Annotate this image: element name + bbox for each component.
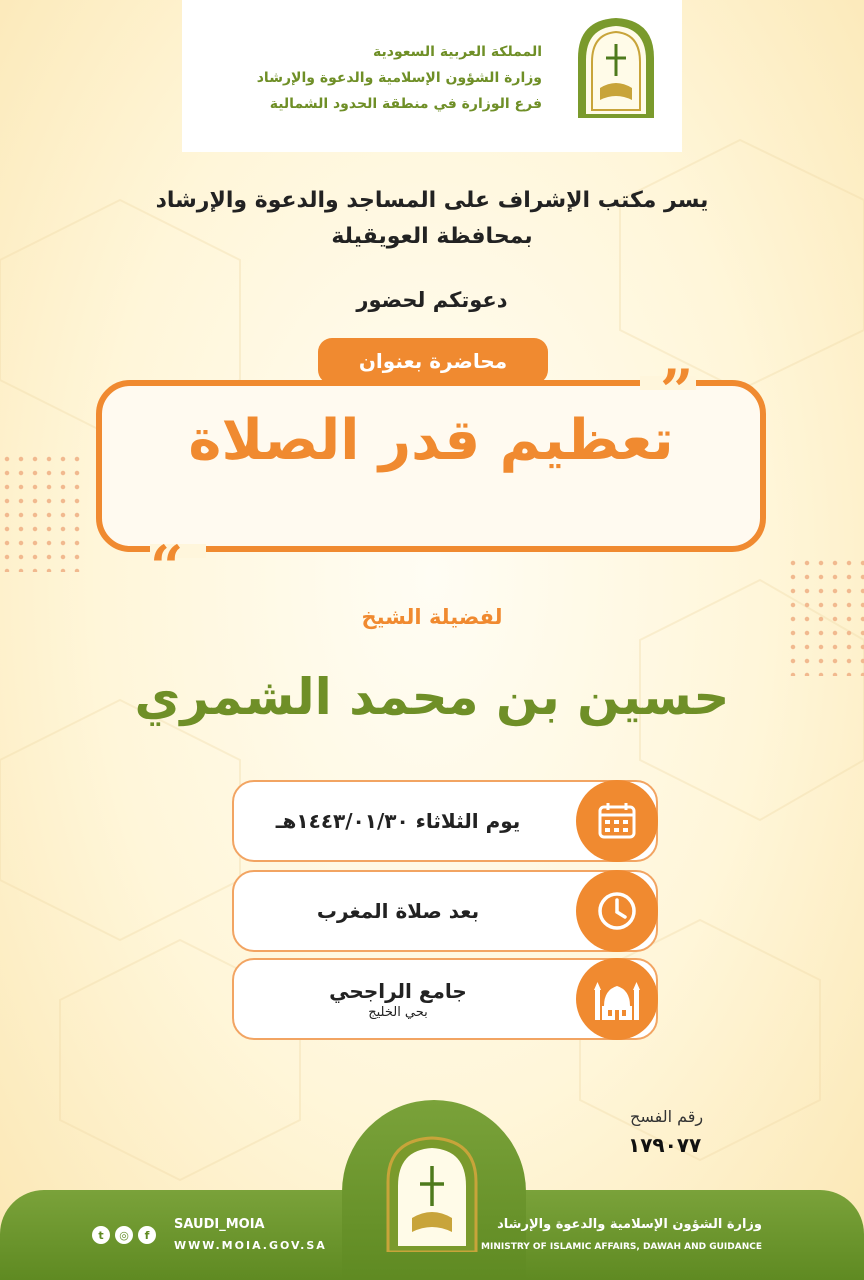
intro-line-2: بمحافظة العويقيلة xyxy=(331,224,533,249)
footer-handle: SAUDI_MOIA xyxy=(174,1217,265,1232)
ministry-emblem xyxy=(572,14,660,118)
social-icons xyxy=(92,1226,156,1244)
footer-ministry-emblem xyxy=(382,1134,482,1252)
close-quote-icon: ” xyxy=(660,357,694,425)
intro-line-1: يسر مكتب الإشراف على المساجد والدعوة والإرشاد xyxy=(155,188,709,213)
venue-row xyxy=(232,958,658,1040)
permit-number: ١٧٩٠٧٧ xyxy=(628,1133,702,1157)
footer-ministry-arabic: وزارة الشؤون الإسلامية والدعوة والإرشاد xyxy=(497,1217,762,1232)
dots-decoration-left xyxy=(0,452,80,572)
header-line-3: فرع الوزارة في منطقة الحدود الشمالية xyxy=(269,96,542,112)
speaker-label: لفضيلة الشيخ xyxy=(361,605,503,629)
mosque-icon xyxy=(576,958,658,1040)
instagram-icon[interactable]: ◎ xyxy=(115,1226,133,1244)
footer xyxy=(0,1170,864,1280)
header-banner xyxy=(182,0,682,152)
calendar-icon xyxy=(576,780,658,862)
lecture-label: محاضرة بعنوان xyxy=(358,349,508,373)
time-text: بعد صلاة المغرب xyxy=(316,899,480,923)
venue-subtext: بحي الخليج xyxy=(368,1004,428,1020)
footer-website: WWW.MOIA.GOV.SA xyxy=(174,1239,327,1252)
facebook-icon[interactable]: f xyxy=(138,1226,156,1244)
lecture-label-pill xyxy=(318,338,548,384)
header-line-1: المملكة العربية السعودية xyxy=(373,44,542,60)
invite-text: دعوتكم لحضور xyxy=(356,288,508,312)
footer-ministry-english: MINISTRY OF ISLAMIC AFFAIRS, DAWAH AND GUIDANCE xyxy=(481,1242,762,1252)
twitter-icon[interactable]: t xyxy=(92,1226,110,1244)
date-row xyxy=(232,780,658,862)
lecture-title: تعظيم قدر الصلاة xyxy=(188,408,674,473)
venue-text: جامع الراجحي xyxy=(329,978,467,1003)
permit-label: رقم الفسح xyxy=(630,1107,704,1126)
speaker-name: حسين بن محمد الشمري xyxy=(134,668,730,726)
date-text: يوم الثلاثاء ١٤٤٣/٠١/٣٠هـ xyxy=(275,809,521,833)
open-quote-icon: “ xyxy=(150,533,184,601)
header-line-2: وزارة الشؤون الإسلامية والدعوة والإرشاد xyxy=(256,70,542,86)
clock-icon xyxy=(576,870,658,952)
time-row xyxy=(232,870,658,952)
